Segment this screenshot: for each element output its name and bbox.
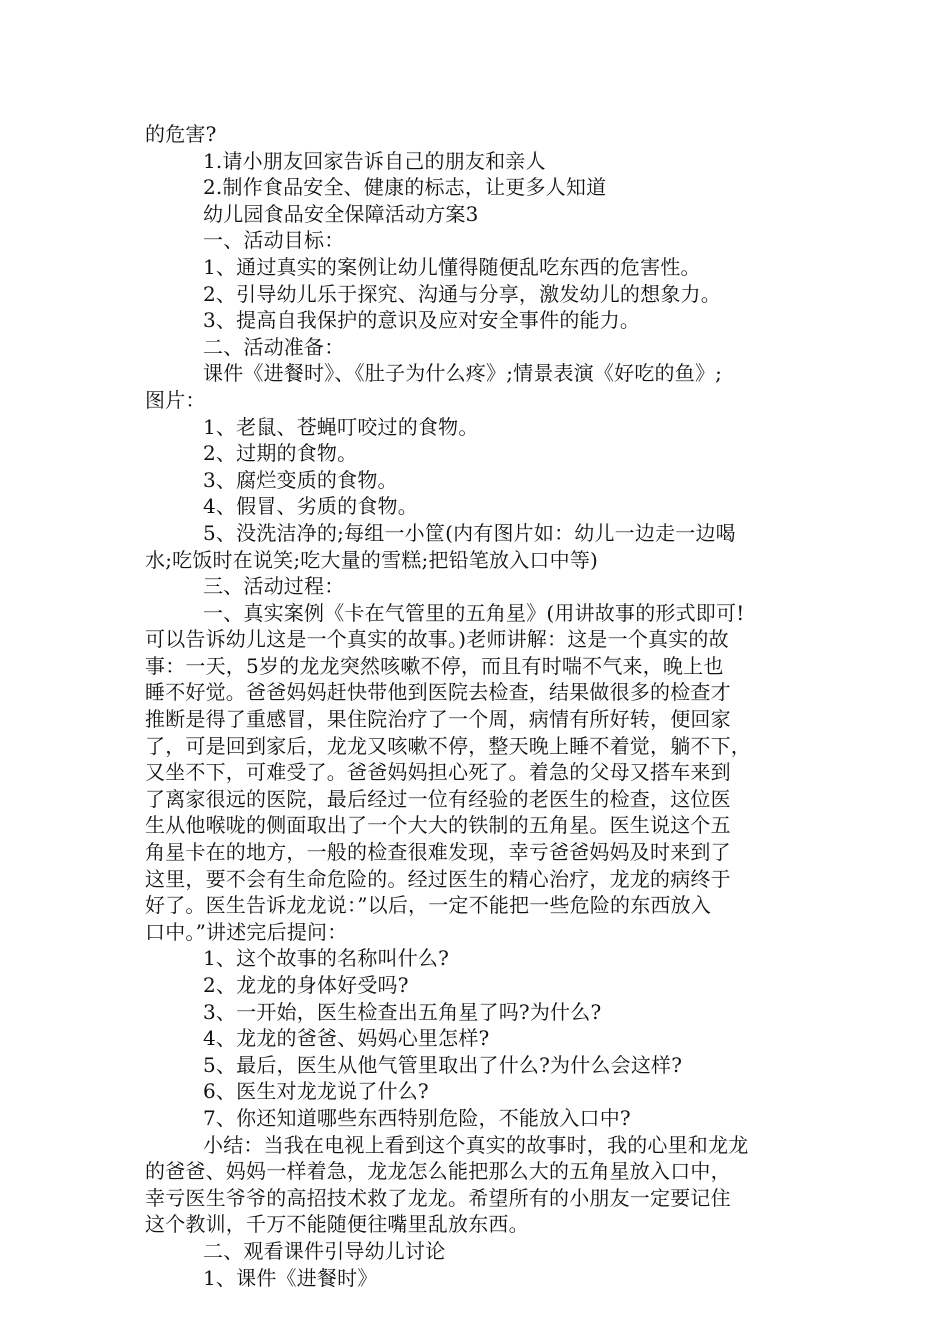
text-line: 水;吃饭时在说笑;吃大量的雪糕;把铅笔放入口中等) <box>145 547 599 572</box>
text-line: 6、医生对龙龙说了什么? <box>203 1079 429 1104</box>
text-line: 图片： <box>145 387 206 412</box>
text-line: 角星卡在的地方，一般的检查很难发现，幸亏爸爸妈妈及时来到了 <box>145 840 731 865</box>
text-line: 小结：当我在电视上看到这个真实的故事时，我的心里和龙龙 <box>203 1132 749 1157</box>
text-line: 幼儿园食品安全保障活动方案3 <box>203 201 479 226</box>
text-line: 5、没洗洁净的;每组一小筐(内有图片如：幼儿一边走一边喝 <box>203 520 736 545</box>
text-line: 好了。医生告诉龙龙说：”以后，一定不能把一些危险的东西放入 <box>145 893 712 918</box>
text-line: 1、这个故事的名称叫什么? <box>203 946 450 971</box>
text-line: 课件《进餐时》、《肚子为什么疼》;情景表演《好吃的鱼》; <box>203 361 723 386</box>
text-line: 三、活动过程： <box>203 574 345 599</box>
document-body <box>145 121 810 1291</box>
text-line: 的爸爸、妈妈一样着急，龙龙怎么能把那么大的五角星放入口中， <box>145 1159 731 1184</box>
text-line: 睡不好觉。爸爸妈妈赶快带他到医院去检查，结果做很多的检查才 <box>145 680 731 705</box>
text-line: 4、假冒、劣质的食物。 <box>203 494 418 519</box>
text-line: 5、最后，医生从他气管里取出了什么?为什么会这样? <box>203 1052 683 1077</box>
text-line: 2、过期的食物。 <box>203 441 358 466</box>
text-line: 二、观看课件引导幼儿讨论 <box>203 1238 446 1263</box>
text-line: 一、真实案例《卡在气管里的五角星》(用讲故事的形式即可! <box>203 600 745 625</box>
text-line: 幸亏医生爷爷的高招技术救了龙龙。希望所有的小朋友一定要记住 <box>145 1185 731 1210</box>
text-line: 4、龙龙的爸爸、妈妈心里怎样? <box>203 1026 490 1051</box>
text-line: 了，可是回到家后，龙龙又咳嗽不停，整天晚上睡不着觉，躺不下， <box>145 733 751 758</box>
text-line: 2.制作食品安全、健康的标志，让更多人知道 <box>203 175 607 200</box>
text-line: 二、活动准备： <box>203 334 345 359</box>
text-line: 2、引导幼儿乐于探究、沟通与分享，激发幼儿的想象力。 <box>203 281 721 306</box>
text-line: 这个教训，千万不能随便往嘴里乱放东西。 <box>145 1212 529 1237</box>
text-line: 可以告诉幼儿这是一个真实的故事。)老师讲解：这是一个真实的故 <box>145 627 729 652</box>
text-line: 的危害? <box>145 122 217 146</box>
text-line: 3、一开始，医生检查出五角星了吗?为什么? <box>203 999 602 1024</box>
text-line: 1.请小朋友回家告诉自己的朋友和亲人 <box>203 148 546 173</box>
text-line: 事：一天，5岁的龙龙突然咳嗽不停，而且有时喘不气来，晚上也 <box>145 653 724 678</box>
text-line: 1、老鼠、苍蝇叮咬过的食物。 <box>203 414 479 439</box>
text-line: 了离家很远的医院，最后经过一位有经验的老医生的检查，这位医 <box>145 786 731 811</box>
text-line: 1、通过真实的案例让幼儿懂得随便乱吃东西的危害性。 <box>203 254 701 279</box>
text-line: 推断是得了重感冒，果住院治疗了一个周，病情有所好转，便回家 <box>145 707 731 732</box>
text-line: 一、活动目标： <box>203 228 345 253</box>
text-line: 3、腐烂变质的食物。 <box>203 467 398 492</box>
text-line: 2、龙龙的身体好受吗? <box>203 973 409 997</box>
text-line: 7、你还知道哪些东西特别危险，不能放入口中? <box>203 1105 631 1130</box>
text-line: 生从他喉咙的侧面取出了一个大大的铁制的五角星。医生说这个五 <box>145 813 731 838</box>
text-line: 又坐不下，可难受了。爸爸妈妈担心死了。着急的父母又搭车来到 <box>145 760 731 785</box>
text-line: 1、课件《进餐时》 <box>203 1265 378 1290</box>
text-line: 这里，要不会有生命危险的。经过医生的精心治疗，龙龙的病终于 <box>145 866 731 891</box>
text-line: 口中。”讲述完后提问： <box>145 919 348 944</box>
text-line: 3、提高自我保护的意识及应对安全事件的能力。 <box>203 308 641 333</box>
